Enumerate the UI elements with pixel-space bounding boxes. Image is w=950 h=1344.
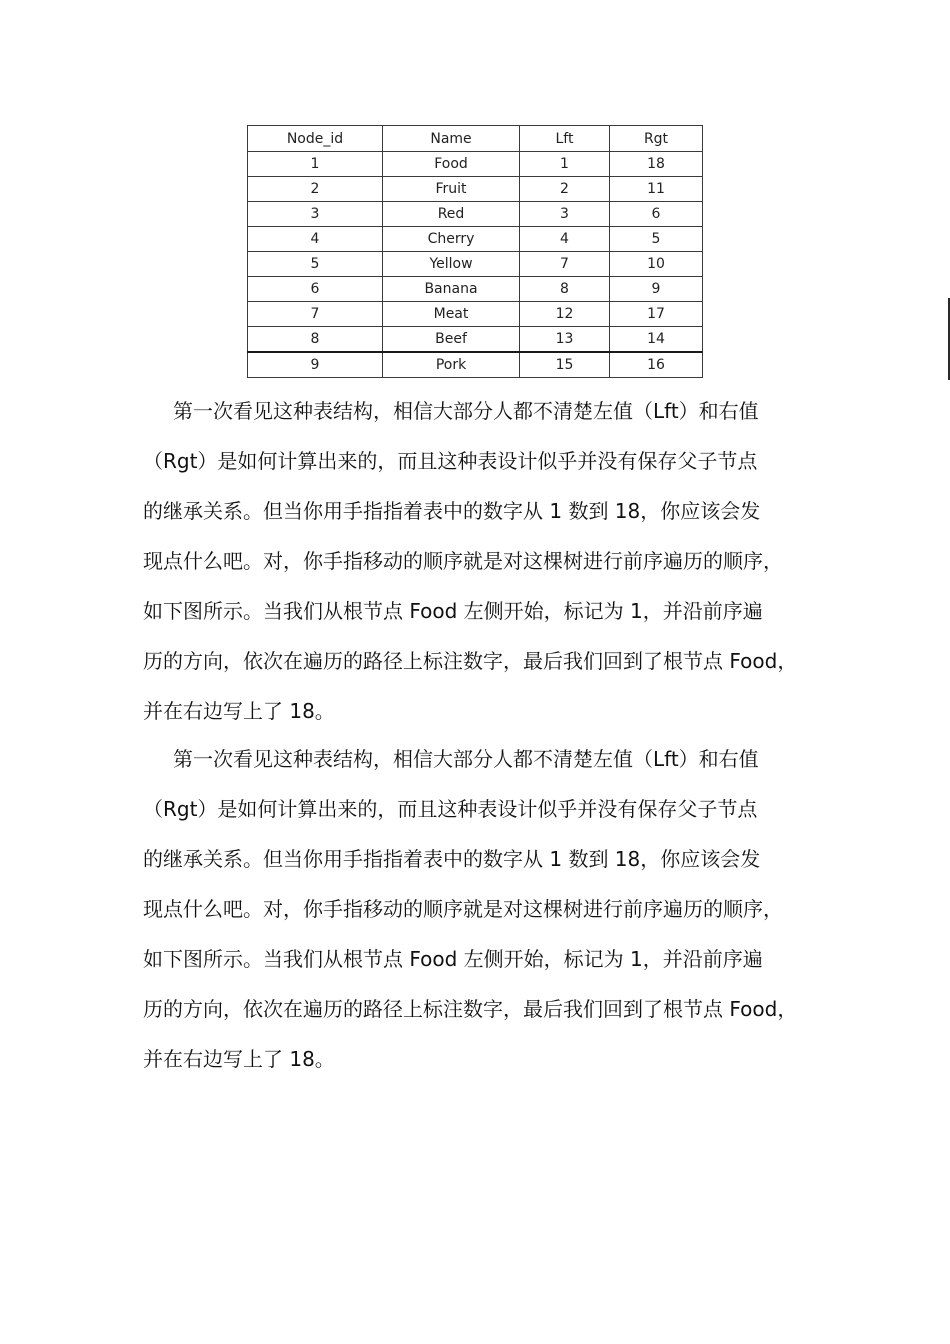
- paragraph-line: 历的方向，依次在遍历的路径上标注数字，最后我们回到了根节点 Food，: [143, 997, 798, 1021]
- paragraph-line: （Rgt）是如何计算出来的，而且这种表设计似乎并没有保存父子节点: [143, 449, 758, 473]
- table-row: [248, 177, 703, 202]
- table-row: [248, 352, 703, 378]
- cell-name: Pork: [383, 352, 520, 378]
- paragraph-line: 并在右边写上了 18。: [143, 699, 335, 723]
- nested-set-table: [247, 125, 703, 378]
- cell-lft: 2: [520, 177, 610, 202]
- header-rgt: Rgt: [610, 126, 703, 152]
- table-header-row: [248, 126, 703, 152]
- cell-node-id: 8: [248, 327, 383, 353]
- paragraph-line: 如下图所示。当我们从根节点 Food 左侧开始，标记为 1，并沿前序遍: [143, 599, 763, 623]
- table-row: [248, 202, 703, 227]
- paragraph-line: 第一次看见这种表结构，相信大部分人都不清楚左值（Lft）和右值: [173, 399, 759, 423]
- paragraph-line: 现点什么吧。对，你手指移动的顺序就是对这棵树进行前序遍历的顺序，: [143, 897, 783, 921]
- paragraph-line: 第一次看见这种表结构，相信大部分人都不清楚左值（Lft）和右值: [173, 747, 759, 771]
- cell-name: Red: [383, 202, 520, 227]
- cell-rgt: 16: [610, 352, 703, 378]
- table-row: [248, 252, 703, 277]
- header-lft: Lft: [520, 126, 610, 152]
- cell-name: Meat: [383, 302, 520, 327]
- table-row: [248, 152, 703, 177]
- cell-lft: 15: [520, 352, 610, 378]
- cell-node-id: 7: [248, 302, 383, 327]
- cell-name: Fruit: [383, 177, 520, 202]
- cell-name: Beef: [383, 327, 520, 353]
- cell-node-id: 6: [248, 277, 383, 302]
- cell-name: Banana: [383, 277, 520, 302]
- cell-rgt: 10: [610, 252, 703, 277]
- table-row: [248, 327, 703, 353]
- nested-set-table-container: [247, 125, 702, 378]
- paragraph-line: （Rgt）是如何计算出来的，而且这种表设计似乎并没有保存父子节点: [143, 797, 758, 821]
- table-row: [248, 302, 703, 327]
- header-node-id: Node_id: [248, 126, 383, 152]
- cell-node-id: 5: [248, 252, 383, 277]
- cell-lft: 3: [520, 202, 610, 227]
- cell-name: Food: [383, 152, 520, 177]
- paragraph-line: 的继承关系。但当你用手指指着表中的数字从 1 数到 18，你应该会发: [143, 499, 761, 523]
- cell-lft: 7: [520, 252, 610, 277]
- cell-name: Yellow: [383, 252, 520, 277]
- table-row: [248, 227, 703, 252]
- body-paragraph: [143, 734, 815, 1084]
- paragraph-line: 现点什么吧。对，你手指移动的顺序就是对这棵树进行前序遍历的顺序，: [143, 549, 783, 573]
- cell-lft: 4: [520, 227, 610, 252]
- cell-rgt: 18: [610, 152, 703, 177]
- header-name: Name: [383, 126, 520, 152]
- cell-rgt: 14: [610, 327, 703, 353]
- cell-rgt: 6: [610, 202, 703, 227]
- paragraph-line: 历的方向，依次在遍历的路径上标注数字，最后我们回到了根节点 Food，: [143, 649, 798, 673]
- cell-node-id: 4: [248, 227, 383, 252]
- cell-rgt: 17: [610, 302, 703, 327]
- paragraph-line: 并在右边写上了 18。: [143, 1047, 335, 1071]
- cell-lft: 13: [520, 327, 610, 353]
- table-row: [248, 277, 703, 302]
- cell-rgt: 11: [610, 177, 703, 202]
- cell-node-id: 9: [248, 352, 383, 378]
- cell-rgt: 5: [610, 227, 703, 252]
- cell-node-id: 3: [248, 202, 383, 227]
- cell-name: Cherry: [383, 227, 520, 252]
- cell-lft: 1: [520, 152, 610, 177]
- cell-node-id: 2: [248, 177, 383, 202]
- cell-lft: 8: [520, 277, 610, 302]
- body-paragraph: [143, 386, 815, 736]
- cell-lft: 12: [520, 302, 610, 327]
- cell-rgt: 9: [610, 277, 703, 302]
- cell-node-id: 1: [248, 152, 383, 177]
- paragraph-line: 的继承关系。但当你用手指指着表中的数字从 1 数到 18，你应该会发: [143, 847, 761, 871]
- paragraph-line: 如下图所示。当我们从根节点 Food 左侧开始，标记为 1，并沿前序遍: [143, 947, 763, 971]
